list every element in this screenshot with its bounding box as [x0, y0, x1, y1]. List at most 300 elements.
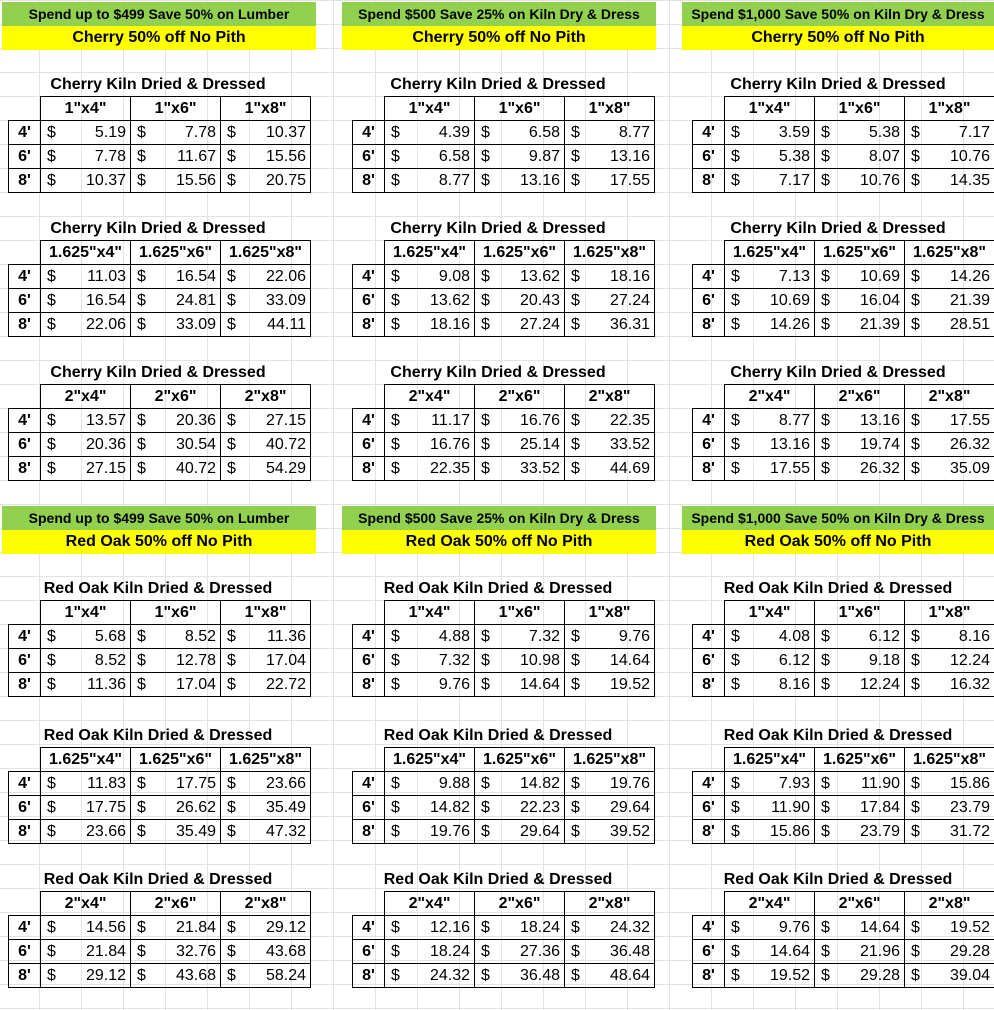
price-cell[interactable]: [41, 409, 131, 433]
price-value: 8.77: [618, 123, 650, 141]
price-value: 8.16: [958, 627, 990, 645]
price-cell[interactable]: [815, 289, 905, 313]
price-value: 23.66: [85, 822, 126, 840]
price-cell[interactable]: [131, 289, 221, 313]
currency-symbol: $: [227, 774, 236, 792]
price-cell[interactable]: [565, 649, 655, 673]
price-value: 29.28: [859, 966, 900, 984]
price-cell[interactable]: [565, 169, 655, 193]
price-cell[interactable]: [725, 796, 815, 820]
price-value: 7.93: [778, 774, 810, 792]
table-row: [9, 673, 311, 697]
price-cell[interactable]: [815, 940, 905, 964]
price-cell[interactable]: [905, 673, 994, 697]
price-value: 44.11: [267, 315, 306, 333]
currency-symbol: $: [391, 459, 400, 477]
price-value: 17.55: [949, 411, 990, 429]
price-cell[interactable]: [131, 940, 221, 964]
length-label: 8': [353, 313, 385, 337]
price-cell[interactable]: [385, 169, 475, 193]
currency-symbol: $: [731, 966, 740, 984]
price-cell[interactable]: [905, 772, 994, 796]
price-cell[interactable]: [905, 169, 994, 193]
price-cell[interactable]: [565, 625, 655, 649]
price-cell[interactable]: [221, 313, 311, 337]
price-value: 10.98: [519, 651, 560, 669]
length-label: 6': [693, 145, 725, 169]
currency-symbol: $: [137, 123, 146, 141]
price-value: 20.36: [175, 411, 216, 429]
table-row: [353, 649, 655, 673]
price-cell[interactable]: [385, 649, 475, 673]
price-cell[interactable]: [475, 433, 565, 457]
price-cell[interactable]: [905, 916, 994, 940]
currency-symbol: $: [137, 267, 146, 285]
price-cell[interactable]: [221, 796, 311, 820]
price-value: 13.16: [859, 411, 900, 429]
promo-banner: Spend $500 Save 25% on Kiln Dry & Dress: [342, 506, 656, 530]
size-header: 2"x8": [221, 385, 311, 409]
price-cell[interactable]: [475, 457, 565, 481]
price-cell[interactable]: [565, 409, 655, 433]
price-value: 23.79: [859, 822, 900, 840]
price-cell[interactable]: [565, 313, 655, 337]
price-cell[interactable]: [815, 964, 905, 988]
table-title: Cherry Kiln Dried & Dressed: [390, 220, 606, 237]
table-row: [693, 772, 994, 796]
length-label: 8': [693, 964, 725, 988]
price-cell[interactable]: [221, 121, 311, 145]
size-header: 2"x8": [905, 892, 994, 916]
price-cell[interactable]: [725, 121, 815, 145]
price-value: 30.54: [175, 435, 216, 453]
price-cell[interactable]: [815, 169, 905, 193]
price-cell[interactable]: [815, 916, 905, 940]
price-cell[interactable]: [475, 121, 565, 145]
price-cell[interactable]: [385, 289, 475, 313]
price-cell[interactable]: [221, 433, 311, 457]
price-cell[interactable]: [565, 772, 655, 796]
price-cell[interactable]: [475, 964, 565, 988]
length-label: 8': [693, 673, 725, 697]
price-cell[interactable]: [131, 457, 221, 481]
table-title: Cherry Kiln Dried & Dressed: [50, 364, 266, 381]
price-value: 4.88: [438, 627, 470, 645]
price-cell[interactable]: [131, 820, 221, 844]
price-cell[interactable]: [815, 313, 905, 337]
header-row: [9, 385, 311, 409]
price-cell[interactable]: [131, 409, 221, 433]
price-value: 27.24: [519, 315, 560, 333]
corner-cell: [353, 385, 385, 409]
price-value: 12.24: [859, 675, 900, 693]
corner-cell: [9, 97, 41, 121]
size-header: 1"x8": [565, 601, 655, 625]
price-table: [8, 384, 311, 481]
price-cell[interactable]: [41, 916, 131, 940]
price-cell[interactable]: [565, 121, 655, 145]
currency-symbol: $: [821, 774, 830, 792]
price-value: 29.64: [609, 798, 650, 816]
price-value: 26.32: [859, 459, 900, 477]
price-cell[interactable]: [905, 289, 994, 313]
price-cell[interactable]: [475, 820, 565, 844]
currency-symbol: $: [911, 966, 920, 984]
price-cell[interactable]: [475, 673, 565, 697]
price-cell[interactable]: [815, 625, 905, 649]
price-cell[interactable]: [905, 121, 994, 145]
price-cell[interactable]: [725, 265, 815, 289]
table-row: [353, 772, 655, 796]
price-cell[interactable]: [41, 265, 131, 289]
price-cell[interactable]: [475, 940, 565, 964]
price-value: 35.49: [265, 798, 306, 816]
price-cell[interactable]: [905, 964, 994, 988]
table-row: [9, 625, 311, 649]
length-label: 8': [693, 313, 725, 337]
price-cell[interactable]: [41, 649, 131, 673]
price-value: 27.24: [609, 291, 650, 309]
price-cell[interactable]: [385, 796, 475, 820]
currency-symbol: $: [227, 942, 236, 960]
table-row: [9, 916, 311, 940]
price-cell[interactable]: [815, 457, 905, 481]
price-cell[interactable]: [221, 673, 311, 697]
price-cell[interactable]: [41, 820, 131, 844]
price-value: 7.78: [184, 123, 216, 141]
price-cell[interactable]: [725, 673, 815, 697]
price-value: 54.29: [265, 459, 306, 477]
price-value: 24.81: [175, 291, 216, 309]
price-cell[interactable]: [725, 409, 815, 433]
price-value: 17.55: [769, 459, 810, 477]
currency-symbol: $: [821, 918, 830, 936]
price-cell[interactable]: [221, 265, 311, 289]
currency-symbol: $: [227, 123, 236, 141]
price-cell[interactable]: [725, 772, 815, 796]
price-cell[interactable]: [815, 673, 905, 697]
price-cell[interactable]: [815, 121, 905, 145]
currency-symbol: $: [571, 435, 580, 453]
currency-symbol: $: [731, 798, 740, 816]
price-cell[interactable]: [725, 820, 815, 844]
price-cell[interactable]: [725, 940, 815, 964]
currency-symbol: $: [391, 798, 400, 816]
price-table: [692, 384, 994, 481]
price-cell[interactable]: [221, 772, 311, 796]
price-value: 29.12: [265, 918, 306, 936]
price-value: 28.51: [949, 315, 990, 333]
length-label: 8': [9, 820, 41, 844]
price-cell[interactable]: [221, 940, 311, 964]
table-title: Red Oak Kiln Dried & Dressed: [43, 580, 273, 597]
price-cell[interactable]: [475, 916, 565, 940]
price-cell[interactable]: [385, 964, 475, 988]
price-cell[interactable]: [385, 265, 475, 289]
price-cell[interactable]: [41, 313, 131, 337]
currency-symbol: $: [731, 651, 740, 669]
currency-symbol: $: [481, 822, 490, 840]
size-header: 1"x4": [385, 601, 475, 625]
price-cell[interactable]: [41, 145, 131, 169]
price-cell[interactable]: [41, 289, 131, 313]
currency-symbol: $: [137, 291, 146, 309]
price-value: 11.67: [177, 147, 216, 165]
size-header: 2"x4": [41, 892, 131, 916]
price-value: 5.38: [778, 147, 810, 165]
price-cell[interactable]: [905, 796, 994, 820]
length-label: 8': [9, 673, 41, 697]
price-cell[interactable]: [565, 673, 655, 697]
price-cell[interactable]: [565, 457, 655, 481]
price-cell[interactable]: [905, 265, 994, 289]
price-cell[interactable]: [725, 625, 815, 649]
price-cell[interactable]: [41, 940, 131, 964]
price-cell[interactable]: [725, 169, 815, 193]
price-value: 14.56: [85, 918, 126, 936]
price-cell[interactable]: [385, 940, 475, 964]
price-cell[interactable]: [131, 625, 221, 649]
size-header: 1.625"x8": [905, 748, 994, 772]
price-cell[interactable]: [41, 121, 131, 145]
price-cell[interactable]: [221, 625, 311, 649]
price-cell[interactable]: [221, 289, 311, 313]
currency-symbol: $: [391, 918, 400, 936]
price-cell[interactable]: [131, 121, 221, 145]
price-cell[interactable]: [565, 964, 655, 988]
corner-cell: [353, 748, 385, 772]
price-value: 8.52: [184, 627, 216, 645]
length-label: 4': [353, 265, 385, 289]
price-cell[interactable]: [725, 433, 815, 457]
price-cell[interactable]: [41, 964, 131, 988]
price-value: 18.16: [609, 267, 650, 285]
price-cell[interactable]: [905, 940, 994, 964]
price-value: 19.76: [429, 822, 470, 840]
price-value: 19.52: [949, 918, 990, 936]
header-row: [9, 748, 311, 772]
price-cell[interactable]: [385, 625, 475, 649]
price-value: 22.06: [85, 315, 126, 333]
price-cell[interactable]: [725, 313, 815, 337]
price-cell[interactable]: [131, 265, 221, 289]
price-cell[interactable]: [131, 145, 221, 169]
price-cell[interactable]: [725, 457, 815, 481]
price-cell[interactable]: [385, 433, 475, 457]
price-cell[interactable]: [815, 409, 905, 433]
header-row: [353, 241, 655, 265]
price-value: 40.72: [265, 435, 306, 453]
price-cell[interactable]: [41, 169, 131, 193]
currency-symbol: $: [911, 918, 920, 936]
price-value: 13.16: [769, 435, 810, 453]
price-cell[interactable]: [475, 625, 565, 649]
price-cell[interactable]: [131, 433, 221, 457]
price-value: 11.90: [861, 774, 900, 792]
price-value: 47.32: [265, 822, 306, 840]
currency-symbol: $: [821, 291, 830, 309]
price-cell[interactable]: [385, 313, 475, 337]
currency-symbol: $: [731, 774, 740, 792]
currency-symbol: $: [47, 315, 56, 333]
price-cell[interactable]: [565, 796, 655, 820]
currency-symbol: $: [911, 147, 920, 165]
size-header: 2"x6": [475, 385, 565, 409]
price-value: 15.56: [265, 147, 306, 165]
price-cell[interactable]: [221, 820, 311, 844]
price-cell[interactable]: [815, 649, 905, 673]
price-cell[interactable]: [385, 820, 475, 844]
currency-symbol: $: [391, 822, 400, 840]
price-cell[interactable]: [131, 649, 221, 673]
price-cell[interactable]: [565, 289, 655, 313]
offer-banner: Cherry 50% off No Pith: [2, 26, 316, 50]
price-cell[interactable]: [221, 145, 311, 169]
currency-symbol: $: [227, 315, 236, 333]
price-cell[interactable]: [565, 820, 655, 844]
currency-symbol: $: [47, 459, 56, 477]
price-cell[interactable]: [475, 313, 565, 337]
price-cell[interactable]: [41, 796, 131, 820]
price-cell[interactable]: [475, 772, 565, 796]
price-cell[interactable]: [475, 409, 565, 433]
price-value: 4.39: [438, 123, 470, 141]
price-value: 43.68: [265, 942, 306, 960]
price-value: 48.64: [609, 966, 650, 984]
price-cell[interactable]: [815, 265, 905, 289]
price-cell[interactable]: [725, 649, 815, 673]
price-cell[interactable]: [905, 313, 994, 337]
price-cell[interactable]: [131, 772, 221, 796]
price-cell[interactable]: [815, 145, 905, 169]
price-cell[interactable]: [475, 289, 565, 313]
price-cell[interactable]: [905, 145, 994, 169]
price-cell[interactable]: [475, 169, 565, 193]
table-row: [693, 457, 994, 481]
currency-symbol: $: [481, 774, 490, 792]
price-cell[interactable]: [131, 964, 221, 988]
price-cell[interactable]: [475, 265, 565, 289]
price-cell[interactable]: [475, 649, 565, 673]
price-value: 10.37: [265, 123, 306, 141]
currency-symbol: $: [571, 675, 580, 693]
table-row: [693, 625, 994, 649]
price-value: 33.52: [609, 435, 650, 453]
table-row: [9, 409, 311, 433]
corner-cell: [9, 385, 41, 409]
price-cell[interactable]: [905, 433, 994, 457]
price-cell[interactable]: [131, 673, 221, 697]
price-cell[interactable]: [905, 409, 994, 433]
price-cell[interactable]: [221, 964, 311, 988]
price-value: 14.26: [769, 315, 810, 333]
price-cell[interactable]: [131, 313, 221, 337]
price-cell[interactable]: [725, 964, 815, 988]
currency-symbol: $: [47, 123, 56, 141]
length-label: 4': [693, 121, 725, 145]
currency-symbol: $: [47, 966, 56, 984]
price-cell[interactable]: [565, 940, 655, 964]
price-cell[interactable]: [385, 457, 475, 481]
price-cell[interactable]: [475, 796, 565, 820]
price-cell[interactable]: [221, 169, 311, 193]
currency-symbol: $: [821, 435, 830, 453]
length-label: 8': [353, 169, 385, 193]
price-value: 36.48: [609, 942, 650, 960]
currency-symbol: $: [571, 315, 580, 333]
price-cell[interactable]: [221, 457, 311, 481]
price-cell[interactable]: [905, 820, 994, 844]
size-header: 1"x6": [131, 601, 221, 625]
price-cell[interactable]: [815, 796, 905, 820]
price-cell[interactable]: [905, 649, 994, 673]
price-cell[interactable]: [725, 289, 815, 313]
price-cell[interactable]: [385, 145, 475, 169]
price-value: 6.12: [778, 651, 810, 669]
price-cell[interactable]: [725, 916, 815, 940]
price-cell[interactable]: [385, 409, 475, 433]
price-cell[interactable]: [385, 916, 475, 940]
price-cell[interactable]: [41, 625, 131, 649]
price-cell[interactable]: [41, 673, 131, 697]
currency-symbol: $: [47, 435, 56, 453]
currency-symbol: $: [47, 675, 56, 693]
price-cell[interactable]: [815, 772, 905, 796]
corner-cell: [353, 892, 385, 916]
table-title: Cherry Kiln Dried & Dressed: [390, 76, 606, 93]
promo-banner: Spend up to $499 Save 50% on Lumber: [2, 2, 316, 26]
price-cell[interactable]: [565, 916, 655, 940]
price-cell[interactable]: [221, 409, 311, 433]
corner-cell: [353, 97, 385, 121]
price-value: 6.58: [438, 147, 470, 165]
price-cell[interactable]: [475, 145, 565, 169]
price-cell[interactable]: [221, 916, 311, 940]
price-cell[interactable]: [221, 649, 311, 673]
price-cell[interactable]: [815, 433, 905, 457]
price-cell[interactable]: [565, 433, 655, 457]
currency-symbol: $: [731, 675, 740, 693]
price-cell[interactable]: [905, 457, 994, 481]
price-value: 26.32: [949, 435, 990, 453]
table-row: [693, 409, 994, 433]
length-label: 6': [9, 940, 41, 964]
price-table: [692, 891, 994, 988]
currency-symbol: $: [821, 411, 830, 429]
price-cell[interactable]: [131, 916, 221, 940]
price-value: 16.32: [949, 675, 990, 693]
price-cell[interactable]: [41, 433, 131, 457]
price-value: 15.86: [769, 822, 810, 840]
price-cell[interactable]: [385, 772, 475, 796]
currency-symbol: $: [481, 675, 490, 693]
price-cell[interactable]: [41, 457, 131, 481]
currency-symbol: $: [391, 171, 400, 189]
price-cell[interactable]: [815, 820, 905, 844]
currency-symbol: $: [137, 147, 146, 165]
price-cell[interactable]: [131, 796, 221, 820]
price-cell[interactable]: [385, 673, 475, 697]
price-value: 11.17: [431, 411, 470, 429]
price-cell[interactable]: [131, 169, 221, 193]
price-cell[interactable]: [725, 145, 815, 169]
price-cell[interactable]: [41, 772, 131, 796]
price-cell[interactable]: [385, 121, 475, 145]
price-cell[interactable]: [565, 145, 655, 169]
price-value: 14.26: [949, 267, 990, 285]
price-cell[interactable]: [905, 625, 994, 649]
price-cell[interactable]: [565, 265, 655, 289]
